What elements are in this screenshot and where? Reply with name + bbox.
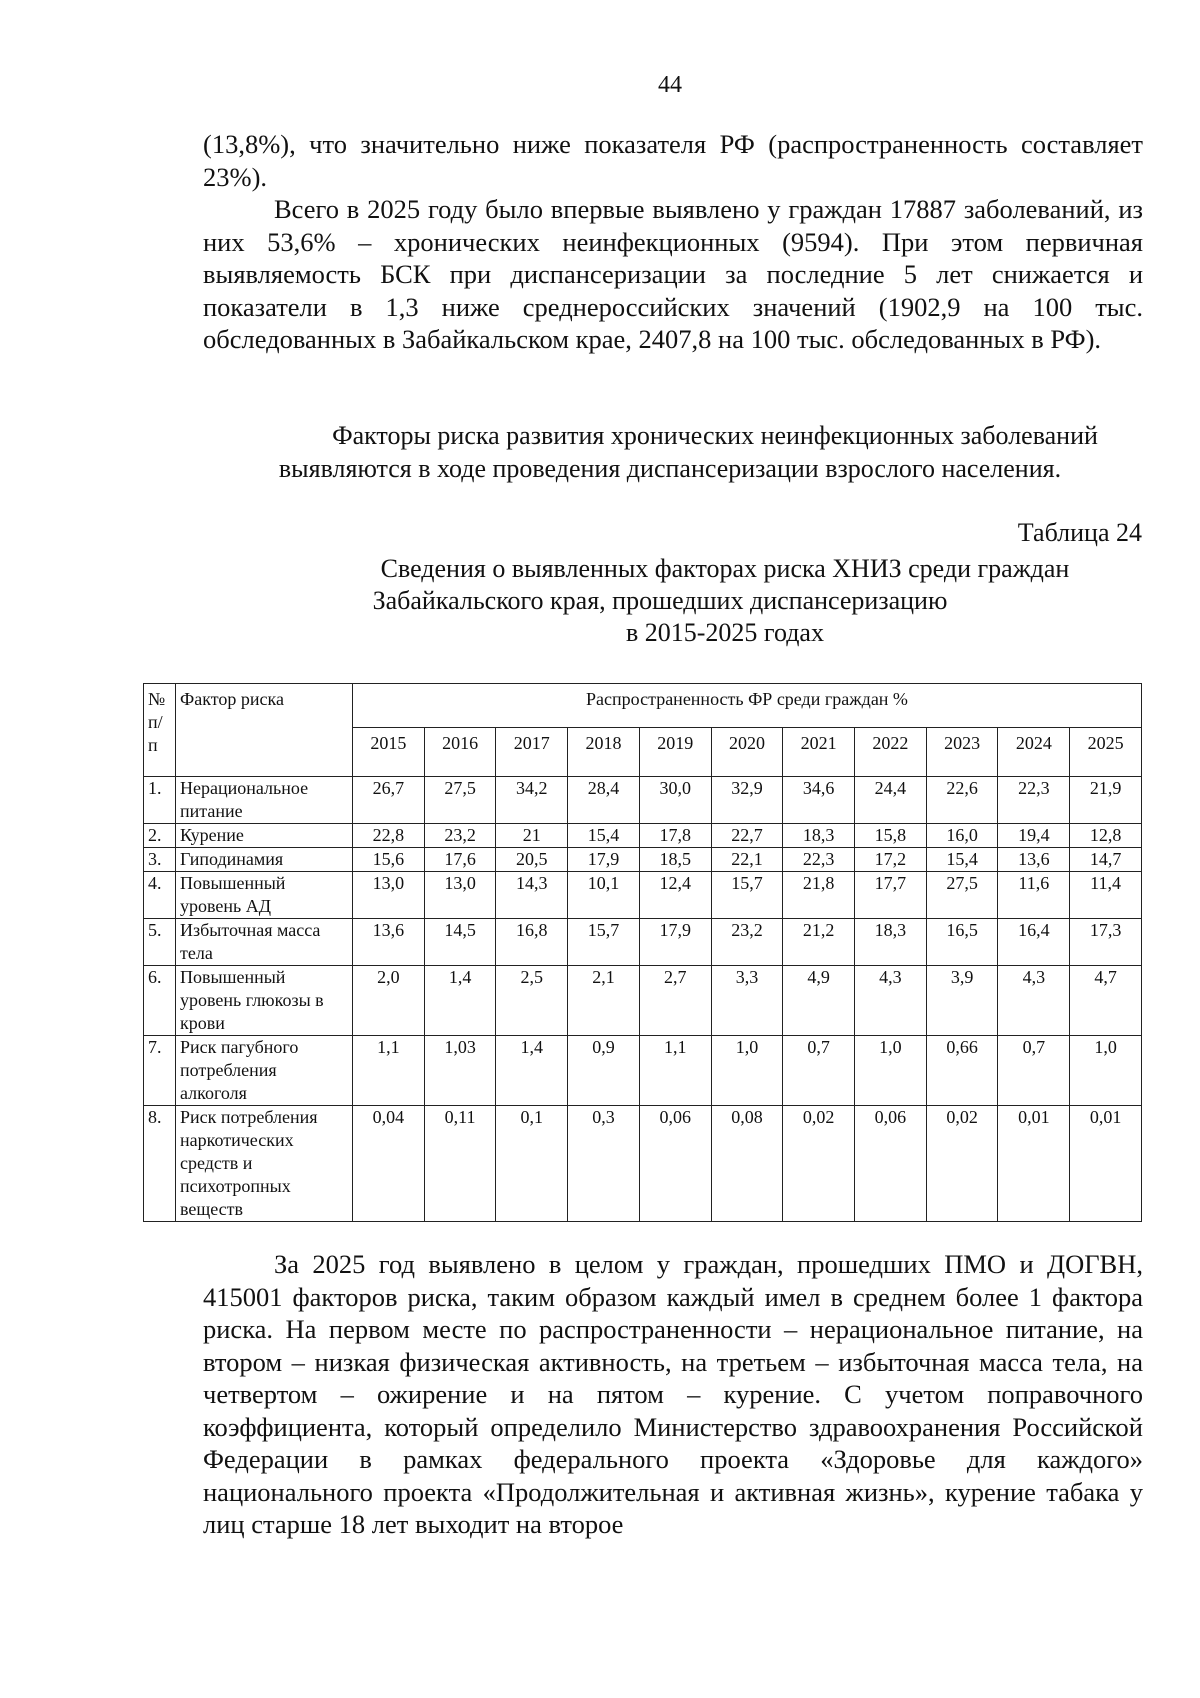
row-value: 15,7 [568,919,640,966]
row-value: 1,4 [424,966,496,1036]
row-factor: Риск потребления наркотических средств и психотропных веществ [176,1106,353,1222]
intro-line-1: Факторы риска развития хронических неинфекционных заболеваний [332,421,1098,450]
row-value: 3,9 [926,966,998,1036]
table-row [144,824,1142,848]
row-value: 4,9 [783,966,855,1036]
row-value: 10,1 [568,872,640,919]
row-value: 23,2 [711,919,783,966]
row-value: 1,03 [424,1036,496,1106]
row-value: 16,5 [926,919,998,966]
table-row [144,1036,1142,1106]
row-value: 22,1 [711,848,783,872]
row-factor: Гиподинамия [176,848,353,872]
row-value: 11,6 [998,872,1070,919]
row-value: 0,08 [711,1106,783,1222]
header-factor: Фактор риска [176,684,353,777]
row-value: 1,1 [353,1036,425,1106]
row-factor: Риск пагубного потребления алкоголя [176,1036,353,1106]
row-value: 2,1 [568,966,640,1036]
table-row [144,848,1142,872]
row-value: 0,7 [998,1036,1070,1106]
row-value: 14,5 [424,919,496,966]
header-year: 2023 [926,728,998,777]
row-value: 4,7 [1070,966,1142,1036]
header-year: 2022 [855,728,927,777]
table-row [144,777,1142,824]
row-number: 2. [144,824,176,848]
row-value: 22,8 [353,824,425,848]
row-factor: Избыточная масса тела [176,919,353,966]
row-value: 16,0 [926,824,998,848]
row-value: 13,0 [353,872,425,919]
table-title-line-1: Сведения о выявленных факторах риска ХНИЗ среди граждан [380,554,1070,583]
table-title [0,553,1200,649]
row-value: 1,1 [639,1036,711,1106]
table-row [144,919,1142,966]
row-value: 11,4 [1070,872,1142,919]
row-value: 30,0 [639,777,711,824]
row-factor: Нерациональное питание [176,777,353,824]
header-year: 2020 [711,728,783,777]
row-value: 13,6 [998,848,1070,872]
row-value: 17,2 [855,848,927,872]
row-number: 7. [144,1036,176,1106]
row-number: 5. [144,919,176,966]
row-factor: Курение [176,824,353,848]
table-title-line-2: Забайкальского края, прошедших диспансеризацию [372,586,948,615]
table-row [144,872,1142,919]
row-number: 8. [144,1106,176,1222]
paragraph-summary: За 2025 год выявлено в целом у граждан, прошедших ПМО и ДОГВН, 415001 факторов риска, таким образом каждый имел в среднем более 1 фактора риска. На первом месте по распространенности – нерациональное питание, на втором – низкая физическая активность, на третьем – избыточная масса тела, на четвертом – ожирение и на пятом – курение. С учетом поправочного коэффициента, который определило Министерство здравоохранения Российской Федерации в рамках федерального проекта «Здоровье для каждого» национального проекта «Продолжительная и активная жизнь», курение табака у лиц старше 18 лет выходит на второе [203,1249,1143,1539]
row-value: 13,6 [353,919,425,966]
row-value: 2,7 [639,966,711,1036]
row-value: 21,9 [1070,777,1142,824]
row-value: 26,7 [353,777,425,824]
table-body [144,777,1142,1222]
row-value: 0,9 [568,1036,640,1106]
row-number: 4. [144,872,176,919]
row-value: 3,3 [711,966,783,1036]
row-value: 22,3 [783,848,855,872]
row-value: 1,0 [1070,1036,1142,1106]
table-title-line-3: в 2015-2025 годах [626,618,824,647]
header-year: 2017 [496,728,568,777]
header-year: 2021 [783,728,855,777]
row-value: 0,66 [926,1036,998,1106]
row-value: 2,5 [496,966,568,1036]
row-value: 15,8 [855,824,927,848]
row-value: 0,3 [568,1106,640,1222]
intro-line-2: выявляются в ходе проведения диспансеризации взрослого населения. [278,453,1062,483]
row-value: 15,4 [926,848,998,872]
row-value: 32,9 [711,777,783,824]
row-value: 23,2 [424,824,496,848]
row-factor: Повышенный уровень глюкозы в крови [176,966,353,1036]
row-value: 17,3 [1070,919,1142,966]
row-value: 1,4 [496,1036,568,1106]
row-value: 22,7 [711,824,783,848]
row-value: 15,4 [568,824,640,848]
row-value: 0,1 [496,1106,568,1222]
row-value: 17,9 [568,848,640,872]
row-value: 12,4 [639,872,711,919]
row-value: 24,4 [855,777,927,824]
row-value: 18,3 [855,919,927,966]
row-number: 6. [144,966,176,1036]
row-value: 21,8 [783,872,855,919]
row-value: 12,8 [1070,824,1142,848]
row-value: 2,0 [353,966,425,1036]
row-value: 19,4 [998,824,1070,848]
table-label: Таблица 24 [1017,518,1142,547]
row-value: 18,5 [639,848,711,872]
row-value: 27,5 [926,872,998,919]
risk-factors-intro [0,420,1200,485]
row-value: 0,02 [926,1106,998,1222]
header-num: № п/п [144,684,176,777]
row-value: 0,04 [353,1106,425,1222]
header-year: 2019 [639,728,711,777]
row-value: 15,7 [711,872,783,919]
row-value: 21 [496,824,568,848]
header-year: 2025 [1070,728,1142,777]
row-value: 13,0 [424,872,496,919]
row-value: 22,6 [926,777,998,824]
row-value: 34,2 [496,777,568,824]
row-value: 0,7 [783,1036,855,1106]
row-value: 16,4 [998,919,1070,966]
row-value: 20,5 [496,848,568,872]
header-prevalence: Распространенность ФР среди граждан % [353,684,1142,728]
row-value: 15,6 [353,848,425,872]
paragraph-continuation: (13,8%), что значительно ниже показателя РФ (распространенность составляет 23%). [203,129,1143,192]
row-number: 1. [144,777,176,824]
row-value: 0,06 [855,1106,927,1222]
table-row [144,1106,1142,1222]
risk-factors-table [143,683,1142,1222]
row-value: 28,4 [568,777,640,824]
table-row [144,966,1142,1036]
row-value: 14,3 [496,872,568,919]
row-value: 14,7 [1070,848,1142,872]
header-year: 2016 [424,728,496,777]
row-value: 4,3 [998,966,1070,1036]
row-value: 1,0 [855,1036,927,1106]
row-value: 0,01 [998,1106,1070,1222]
row-value: 1,0 [711,1036,783,1106]
row-value: 0,06 [639,1106,711,1222]
row-value: 18,3 [783,824,855,848]
row-value: 34,6 [783,777,855,824]
header-year: 2024 [998,728,1070,777]
row-value: 4,3 [855,966,927,1036]
row-value: 0,02 [783,1106,855,1222]
row-value: 22,3 [998,777,1070,824]
row-value: 0,11 [424,1106,496,1222]
row-value: 16,8 [496,919,568,966]
paragraph-detection-stats: Всего в 2025 году было впервые выявлено у граждан 17887 заболеваний, из них 53,6% – хронических неинфекционных (9594). При этом первичная выявляемость БСК при диспансеризации за последние 5 лет снижается и показатели в 1,3 ниже среднероссийских значений (1902,9 на 100 тыс. обследованных в Забайкальском крае, 2407,8 на 100 тыс. обследованных в РФ). [203,194,1143,354]
header-year: 2015 [353,728,425,777]
row-factor: Повышенный уровень АД [176,872,353,919]
row-value: 0,01 [1070,1106,1142,1222]
row-number: 3. [144,848,176,872]
page-number: 44 [658,72,682,98]
header-year: 2018 [568,728,640,777]
row-value: 27,5 [424,777,496,824]
row-value: 17,9 [639,919,711,966]
row-value: 17,7 [855,872,927,919]
row-value: 17,6 [424,848,496,872]
row-value: 17,8 [639,824,711,848]
row-value: 21,2 [783,919,855,966]
